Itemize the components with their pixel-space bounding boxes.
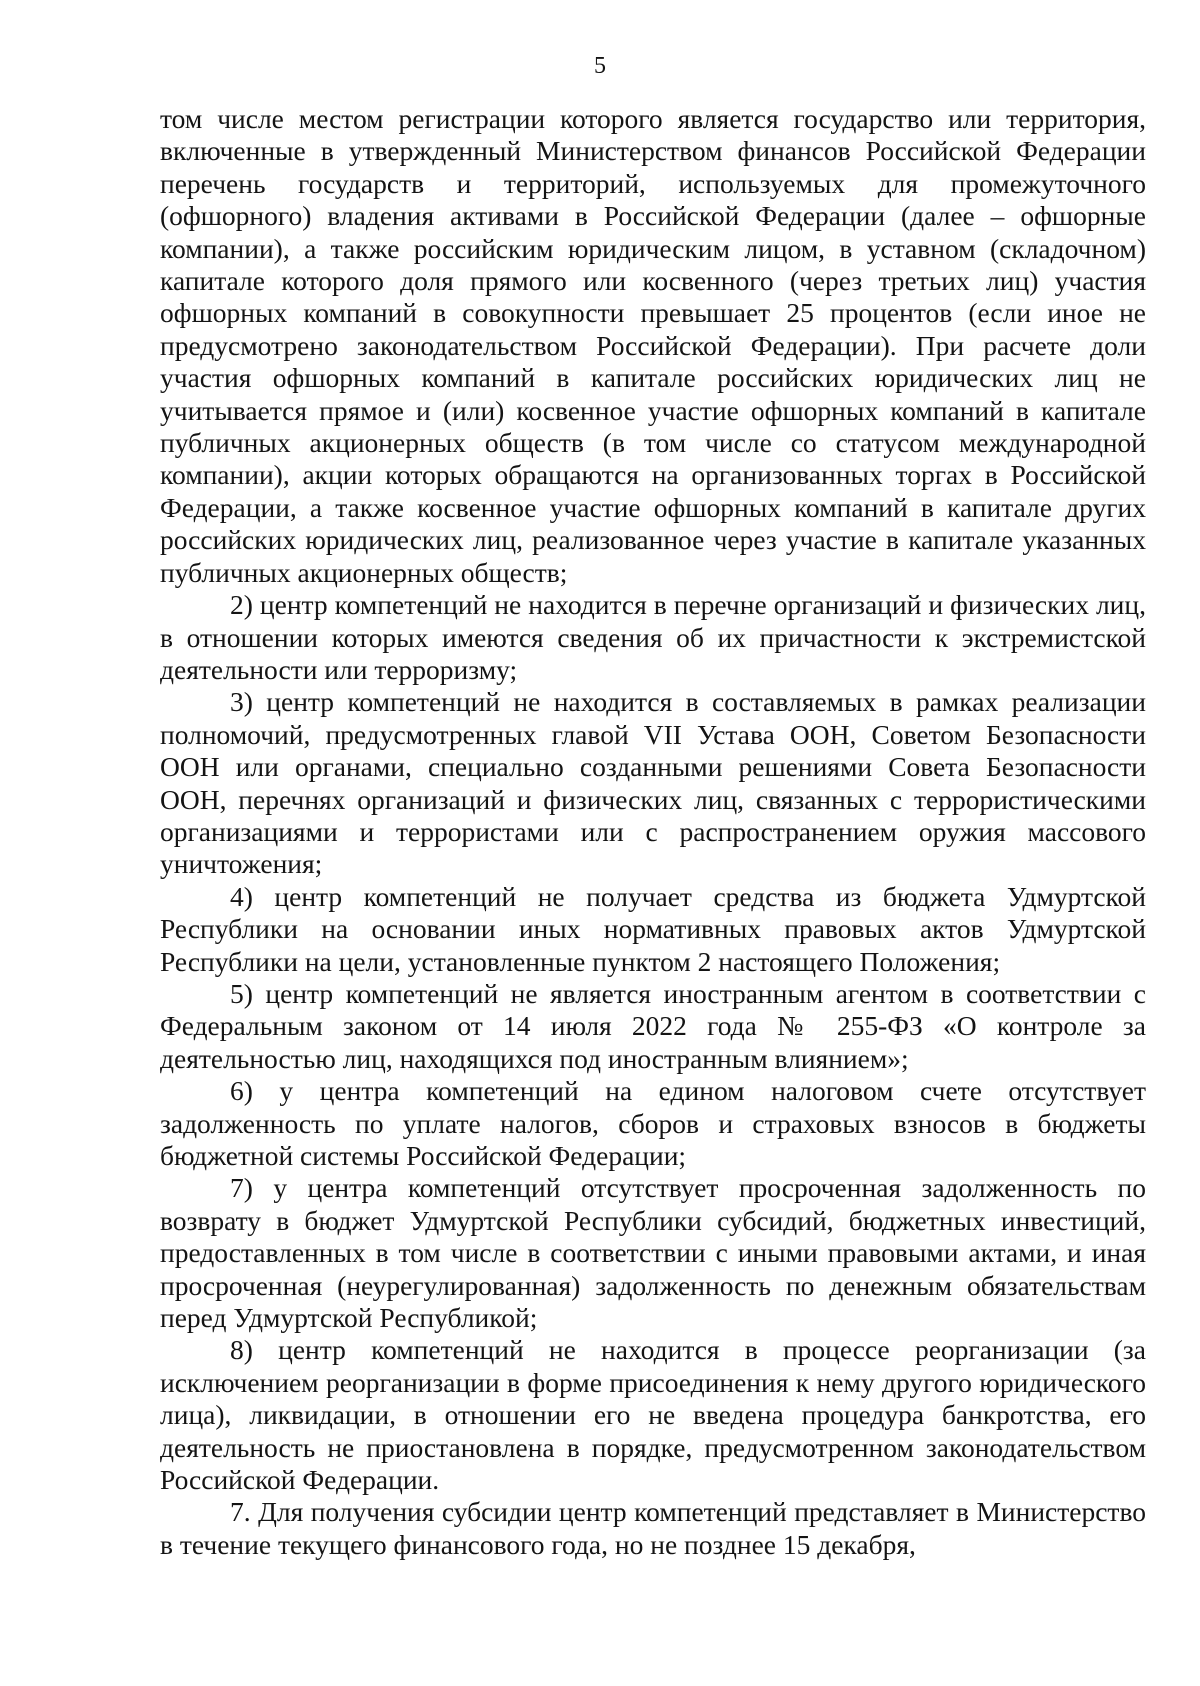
paragraph-item-4: 4) центр компетенций не получает средства из бюджета Удмуртской Республики на основании иных нормативных правовых актов Удмуртской Республики на цели, установленные пунктом 2 настоящего Положения; (160, 880, 1146, 977)
paragraph-item-7: 7) у центра компетенций отсутствует просроченная задолженность по возврату в бюджет Удмуртской Республики субсидий, бюджетных инвестиций, предоставленных в том числе в соответствии с иными правовыми актами, и иная просроченная (неурегулированная) задолженность по денежным обязательствам перед Удмуртской Республикой; (160, 1172, 1146, 1334)
paragraph-offshore-continuation: том числе местом регистрации которого является государство или территория, включенные в утвержденный Министерством финансов Российской Федерации перечень государств и территорий, используемых для промежуточного (офшорного) владения активами в Российской Федерации (далее – офшорные компании), а также российским юридическим лицом, в уставном (складочном) капитале которого доля прямого или косвенного (через третьих лиц) участия офшорных компаний в совокупности превышает 25 процентов (если иное не предусмотрено законодательством Российской Федерации). При расчете доли участия офшорных компаний в капитале российских юридических лиц не учитывается прямое и (или) косвенное участие офшорных компаний в капитале публичных акционерных обществ (в том числе со статусом международной компании), акции которых обращаются на организованных торгах в Российской Федерации, а также косвенное участие офшорных компаний в капитале других российских юридических лиц, реализованное через участие в капитале указанных публичных акционерных обществ; (160, 103, 1146, 588)
paragraph-item-3: 3) центр компетенций не находится в составляемых в рамках реализации полномочий, предусмотренных главой VII Устава ООН, Советом Безопасности ООН или органами, специально созданными решениями Совета Безопасности ООН, перечнях организаций и физических лиц, связанных с террористическими организациями и террористами или с распространением оружия массового уничтожения; (160, 686, 1146, 880)
paragraph-item-8: 8) центр компетенций не находится в процессе реорганизации (за исключением реорганизации в форме присоединения к нему другого юридического лица), ликвидации, в отношении его не введена процедура банкротства, его деятельность не приостановлена в порядке, предусмотренном законодательством Российской Федерации. (160, 1334, 1146, 1496)
document-body (160, 103, 1146, 1561)
paragraph-clause-7: 7. Для получения субсидии центр компетенций представляет в Министерство в течение текущего финансового года, но не позднее 15 декабря, (160, 1496, 1146, 1560)
paragraph-item-2: 2) центр компетенций не находится в перечне организаций и физических лиц, в отношении которых имеются сведения об их причастности к экстремистской деятельности или терроризму; (160, 589, 1146, 685)
paragraph-item-5: 5) центр компетенций не является иностранным агентом в соответствии с Федеральным законом от 14 июля 2022 года № 255-ФЗ «О контроле за деятельностью лиц, находящихся под иностранным влиянием»; (160, 977, 1146, 1074)
paragraph-item-6: 6) у центра компетенций на едином налоговом счете отсутствует задолженность по уплате налогов, сборов и страховых взносов в бюджеты бюджетной системы Российской Федерации; (160, 1075, 1146, 1171)
page-number: 5 (594, 53, 606, 79)
